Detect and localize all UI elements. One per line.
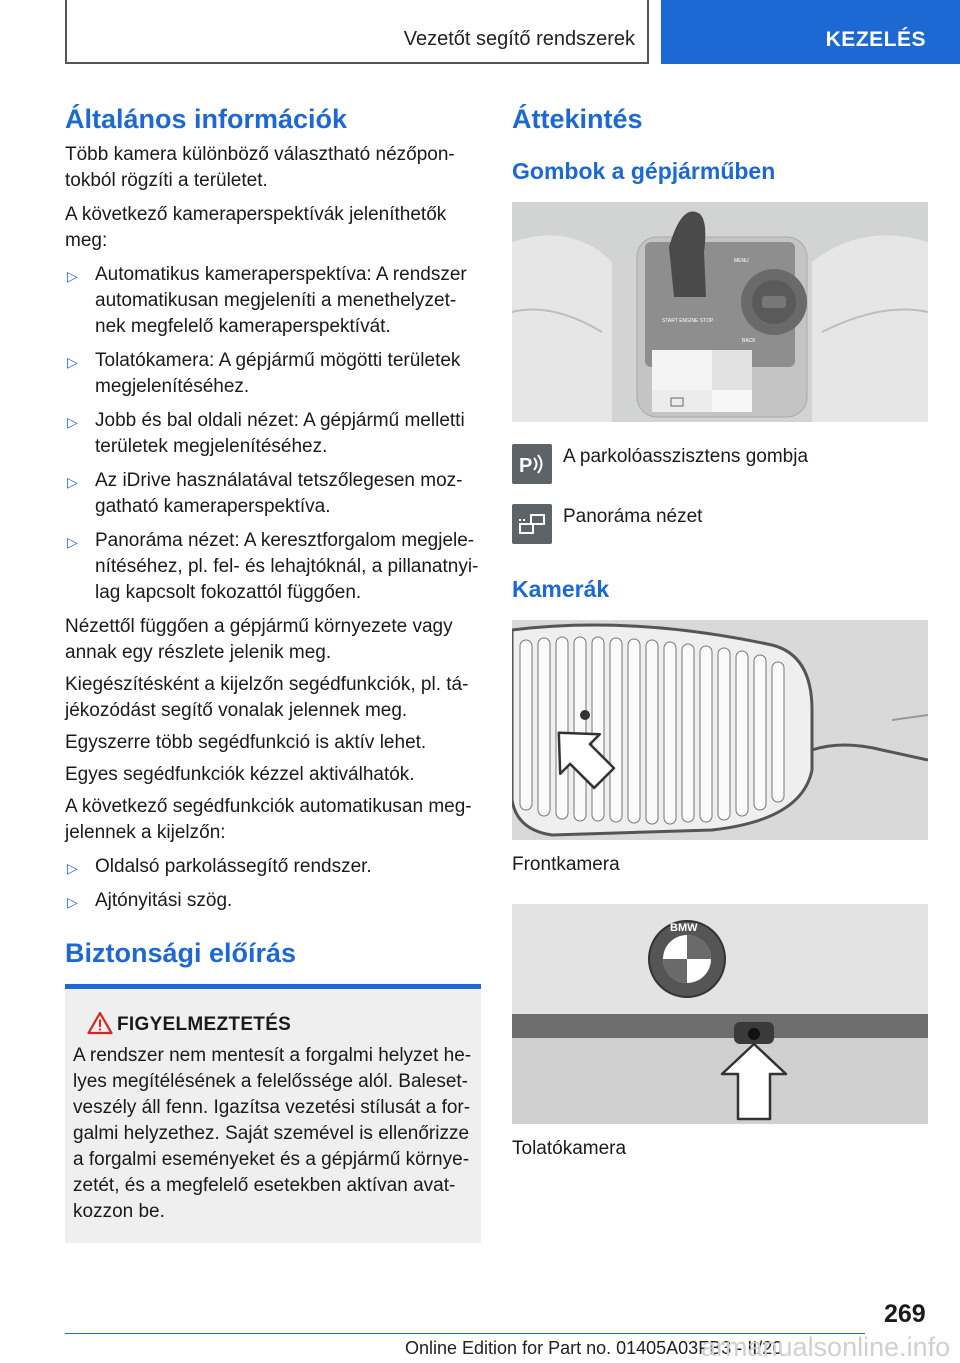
assist-functions-paragraph: Kiegészítésként a kijelzőn segédfunkciók, pl. tá-jékozódást segítő vonalak jelennek meg. xyxy=(65,674,469,721)
chapter-tab-label: KEZELÉS xyxy=(825,28,926,51)
warning-text: A rendszer nem mentesít a forgalmi helyzet he-lyes megítélésének a felelőssége alól. Baleset-veszély áll fenn. Igazítsa vezetési stílusát a for-galmi helyzethez. Saját szemével is ellenőrizze a forgalmi eseményeket és a gépjármű környe-zetét, és a megfelelő esetekben aktívan avat-kozzon be. xyxy=(73,1045,472,1222)
triangle-bullet-icon: ▷ xyxy=(67,534,78,550)
list-item: ▷ Tolatókamera: A gépjármű mögötti területek megjelenítéséhez. xyxy=(67,350,461,397)
front-camera-caption: Frontkamera xyxy=(512,854,620,875)
triangle-bullet-icon: ▷ xyxy=(67,268,78,284)
rear-camera-caption: Tolatókamera xyxy=(512,1138,627,1159)
automatic-functions-list xyxy=(65,854,481,914)
panorama-view-icon[interactable] xyxy=(512,504,552,544)
perspectives-intro: A következő kameraperspektívák jeleníthetők meg: xyxy=(65,204,447,251)
list-item: ▷ Panoráma nézet: A keresztforgalom megjele-nítéséhez, pl. fel- és lehajtóknál, a pillanatnyi-lag kapcsolt fokozattól függően. xyxy=(67,530,479,603)
view-paragraph: Nézettől függően a gépjármű környezete vagy annak egy részlete jelenik meg. xyxy=(65,616,453,663)
warning-box xyxy=(65,984,481,1243)
panorama-button-row xyxy=(512,504,928,544)
multiple-functions-paragraph: Egyszerre több segédfunkció is aktív lehet. xyxy=(65,732,427,753)
center-console-illustration xyxy=(512,202,928,422)
back-label: BACK xyxy=(742,338,756,344)
left-column xyxy=(65,100,481,1243)
triangle-bullet-icon: ▷ xyxy=(67,354,78,370)
controls-photo xyxy=(512,202,928,422)
panorama-button-label: Panoráma nézet xyxy=(563,506,703,527)
page-number: 269 xyxy=(884,1300,926,1328)
list-item: ▷ Ajtónyitási szög. xyxy=(65,888,481,914)
subheading-cameras: Kamerák xyxy=(512,576,610,602)
trunk-lid-illustration xyxy=(512,904,928,1124)
perspectives-list xyxy=(65,262,481,606)
subheading-buttons: Gombok a gépjárműben xyxy=(512,158,776,184)
list-item: ▷ Az iDrive használatával tetszőlegesen moz-gatható kameraperspektíva. xyxy=(67,470,463,517)
parking-assist-button-row xyxy=(512,444,928,484)
watermark-text: armanualsonline.info xyxy=(701,1332,951,1362)
warning-title: FIGYELMEZTETÉS xyxy=(117,1014,292,1035)
automatic-functions-paragraph: A következő segédfunkciók automatikusan meg-jelennek a kijelzőn: xyxy=(65,796,472,843)
list-item: ▷ Automatikus kameraperspektíva: A rendszer automatikusan megjeleníti a menethelyzet-nek megfelelő kameraperspektívát. xyxy=(67,264,467,337)
header-section-box xyxy=(65,0,649,64)
panorama-camera-icon xyxy=(517,512,547,536)
triangle-bullet-icon: ▷ xyxy=(67,474,78,490)
heading-overview: Áttekintés xyxy=(512,104,643,134)
manual-functions-paragraph: Egyes segédfunkciók kézzel aktiválhatók. xyxy=(65,764,415,785)
heading-safety: Biztonsági előírás xyxy=(65,938,297,968)
bmw-logo-text: BMW xyxy=(670,922,698,934)
parking-assistant-icon[interactable] xyxy=(512,444,552,484)
warning-header xyxy=(73,1011,473,1039)
right-column xyxy=(512,100,928,1162)
chapter-tab[interactable] xyxy=(661,0,960,64)
rear-camera-photo xyxy=(512,904,928,1124)
header-section-title: Vezetőt segítő rendszerek xyxy=(403,28,635,50)
menu-label: MENU xyxy=(734,258,749,264)
start-stop-label: START ENGINE STOP xyxy=(662,318,714,324)
triangle-bullet-icon: ▷ xyxy=(67,414,78,430)
front-camera-photo xyxy=(512,620,928,840)
triangle-bullet-icon: ▷ xyxy=(67,860,78,876)
heading-general-info: Általános információk xyxy=(65,104,348,134)
parking-assist-button-label: A parkolóasszisztens gombja xyxy=(563,446,809,467)
list-item: ▷ Jobb és bal oldali nézet: A gépjármű melletti területek megjelenítéséhez. xyxy=(67,410,465,457)
parking-p-icon xyxy=(517,451,547,477)
intro-paragraph: Több kamera különböző választható nézőpon-tokból rögzíti a területet. xyxy=(65,144,455,191)
list-item: ▷ Oldalsó parkolássegítő rendszer. xyxy=(65,854,481,880)
kidney-grille-illustration xyxy=(512,620,928,840)
edition-text: Online Edition for Part no. 01405A03FB3 - II/20 xyxy=(405,1338,783,1358)
grille-slats xyxy=(520,637,784,824)
warning-triangle-icon xyxy=(87,1011,113,1035)
triangle-bullet-icon: ▷ xyxy=(67,894,78,910)
svg-text:P: P xyxy=(519,455,533,477)
